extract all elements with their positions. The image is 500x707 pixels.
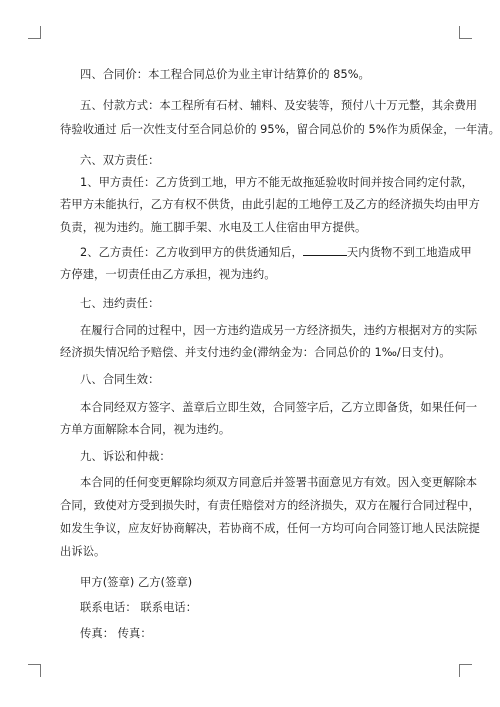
phone-line: 联系电话： 联系电话： bbox=[80, 601, 198, 614]
section-8-heading: 八、合同生效： bbox=[80, 373, 160, 386]
section-6-para-2-text-b: 天内货物不到工地造成甲 bbox=[346, 246, 472, 259]
section-6-para-1-line-1: 1、甲方责任：乙方货到工地，甲方不能无故拖延验收时间并按合同约定付款， bbox=[80, 176, 474, 189]
corner-mark-top-left bbox=[28, 26, 41, 39]
section-9-line-4: 出诉讼。 bbox=[60, 545, 106, 558]
section-5-line-2: 待验收通过 后一次性支付至合同总价的 95%，留合同总价的 5%作为质保金，一年清。 bbox=[60, 123, 500, 136]
section-6-heading: 六、双方责任： bbox=[80, 154, 160, 167]
section-6-para-2-line-1 bbox=[80, 245, 472, 260]
corner-mark-top-right bbox=[459, 26, 472, 39]
corner-mark-bottom-right bbox=[459, 664, 472, 677]
section-6-para-1-line-3: 负责，视为违约。施工脚手架、水电及工人住宿由甲方提供。 bbox=[60, 221, 367, 234]
signature-line: 甲方(签章) 乙方(签章) bbox=[80, 576, 193, 589]
section-7-line-1: 在履行合同的过程中，因一方违约造成另一方经济损失，违约方根据对方的实际 bbox=[80, 324, 478, 337]
section-8-line-1: 本合同经双方签字、盖章后立即生效，合同签字后，乙方立即备货，如果任何一 bbox=[80, 401, 478, 414]
section-9-line-2: 合同，致使对方受到损失时，有责任赔偿对方的经济损失，双方在履行合同过程中， bbox=[60, 499, 480, 512]
corner-mark-bottom-left bbox=[28, 664, 41, 677]
section-9-line-3: 如发生争议，应友好协商解决，若协商不成，任何一方均可向合同签订地人民法院提 bbox=[60, 522, 480, 535]
section-8-line-2: 方单方面解除本合同，视为违约。 bbox=[60, 423, 231, 436]
section-9-line-1: 本合同的任何变更解除均须双方同意后并签署书面意见方有效。因入变更解除本 bbox=[80, 476, 478, 489]
section-6-para-2-text-a: 2、乙方责任：乙方收到甲方的供货通知后， bbox=[80, 246, 303, 259]
section-4-heading: 四、合同价：本工程合同总价为业主审计结算价的 85%。 bbox=[80, 68, 370, 81]
section-9-heading: 九、诉讼和仲裁： bbox=[80, 450, 171, 463]
section-6-para-1-line-2: 若甲方未能执行，乙方有权不供货，由此引起的工地停工及乙方的经济损失均由甲方 bbox=[60, 198, 480, 211]
section-7-heading: 七、违约责任： bbox=[80, 297, 160, 310]
section-7-line-2: 经济损失情况给予赔偿、并支付违约金(滞纳金为：合同总价的 1‰/日支付)。 bbox=[60, 346, 451, 359]
fill-in-blank bbox=[303, 245, 347, 256]
section-6-para-2-line-2: 方停建，一切责任由乙方承担，视为违约。 bbox=[60, 268, 276, 281]
fax-line: 传真： 传真： bbox=[80, 627, 152, 640]
section-5-line-1: 五、付款方式：本工程所有石材、辅料、及安装等，预付八十万元整，其余费用 bbox=[80, 99, 478, 112]
